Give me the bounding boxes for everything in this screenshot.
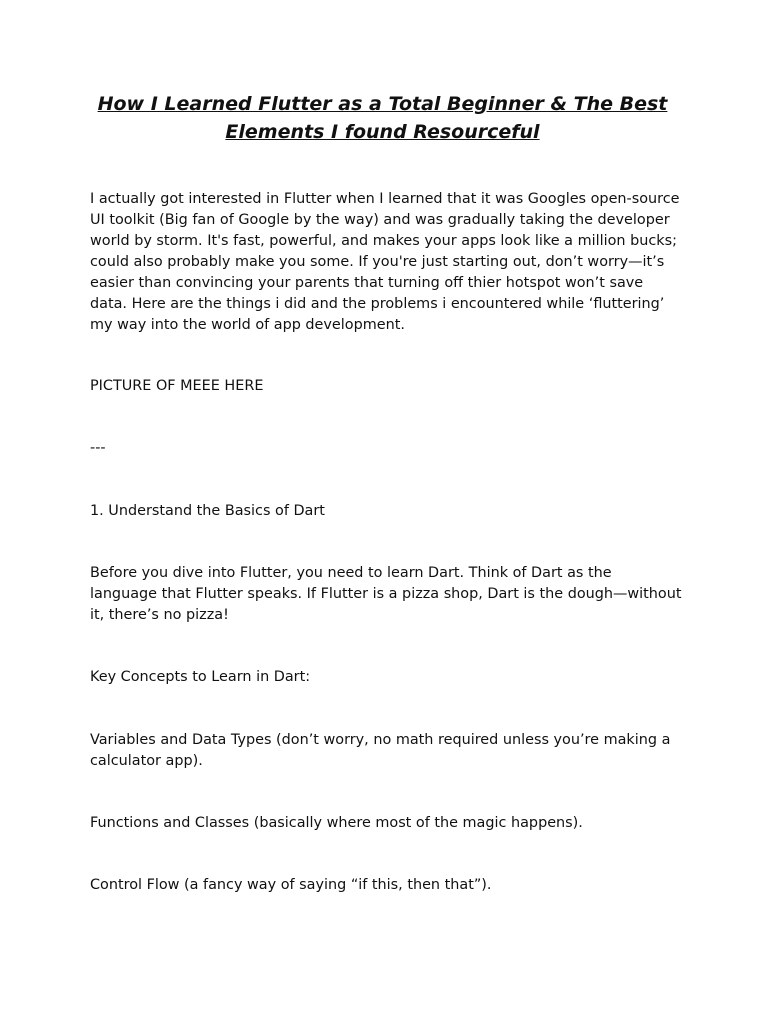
- section-separator: ---: [90, 440, 106, 456]
- concept-functions: Functions and Classes (basically where most of the magic happens).: [90, 815, 583, 831]
- picture-placeholder-text: PICTURE OF MEEE HERE: [90, 378, 264, 394]
- section-heading-dart-basics: 1. Understand the Basics of Dart: [90, 503, 325, 519]
- key-concepts-heading: Key Concepts to Learn in Dart:: [90, 669, 311, 685]
- concept-control-flow: Control Flow (a fancy way of saying “if this, then that”).: [90, 877, 492, 893]
- concept-variables: Variables and Data Types (don’t worry, no math required unless you’re making a calculator app).: [90, 732, 671, 769]
- dart-intro-paragraph: Before you dive into Flutter, you need to learn Dart. Think of Dart as the language that Flutter speaks. If Flutter is a pizza shop, Dart is the dough—without it, there’s no pizza!: [90, 565, 682, 623]
- document-title: How I Learned Flutter as a Total Beginner & The Best Elements I found Resourceful: [97, 93, 668, 143]
- intro-paragraph: I actually got interested in Flutter when I learned that it was Googles open-source UI toolkit (Big fan of Google by the way) and was gradually taking the developer world by storm. It's fast, powerful, and makes your apps look like a million bucks; could also probably make you some. If you're just starting out, don’t worry—it’s easier than convincing your parents that turning off thier hotspot won’t save data. Here are the things i did and the problems i encountered while ‘fluttering’ my way into the world of app development.: [90, 191, 680, 333]
